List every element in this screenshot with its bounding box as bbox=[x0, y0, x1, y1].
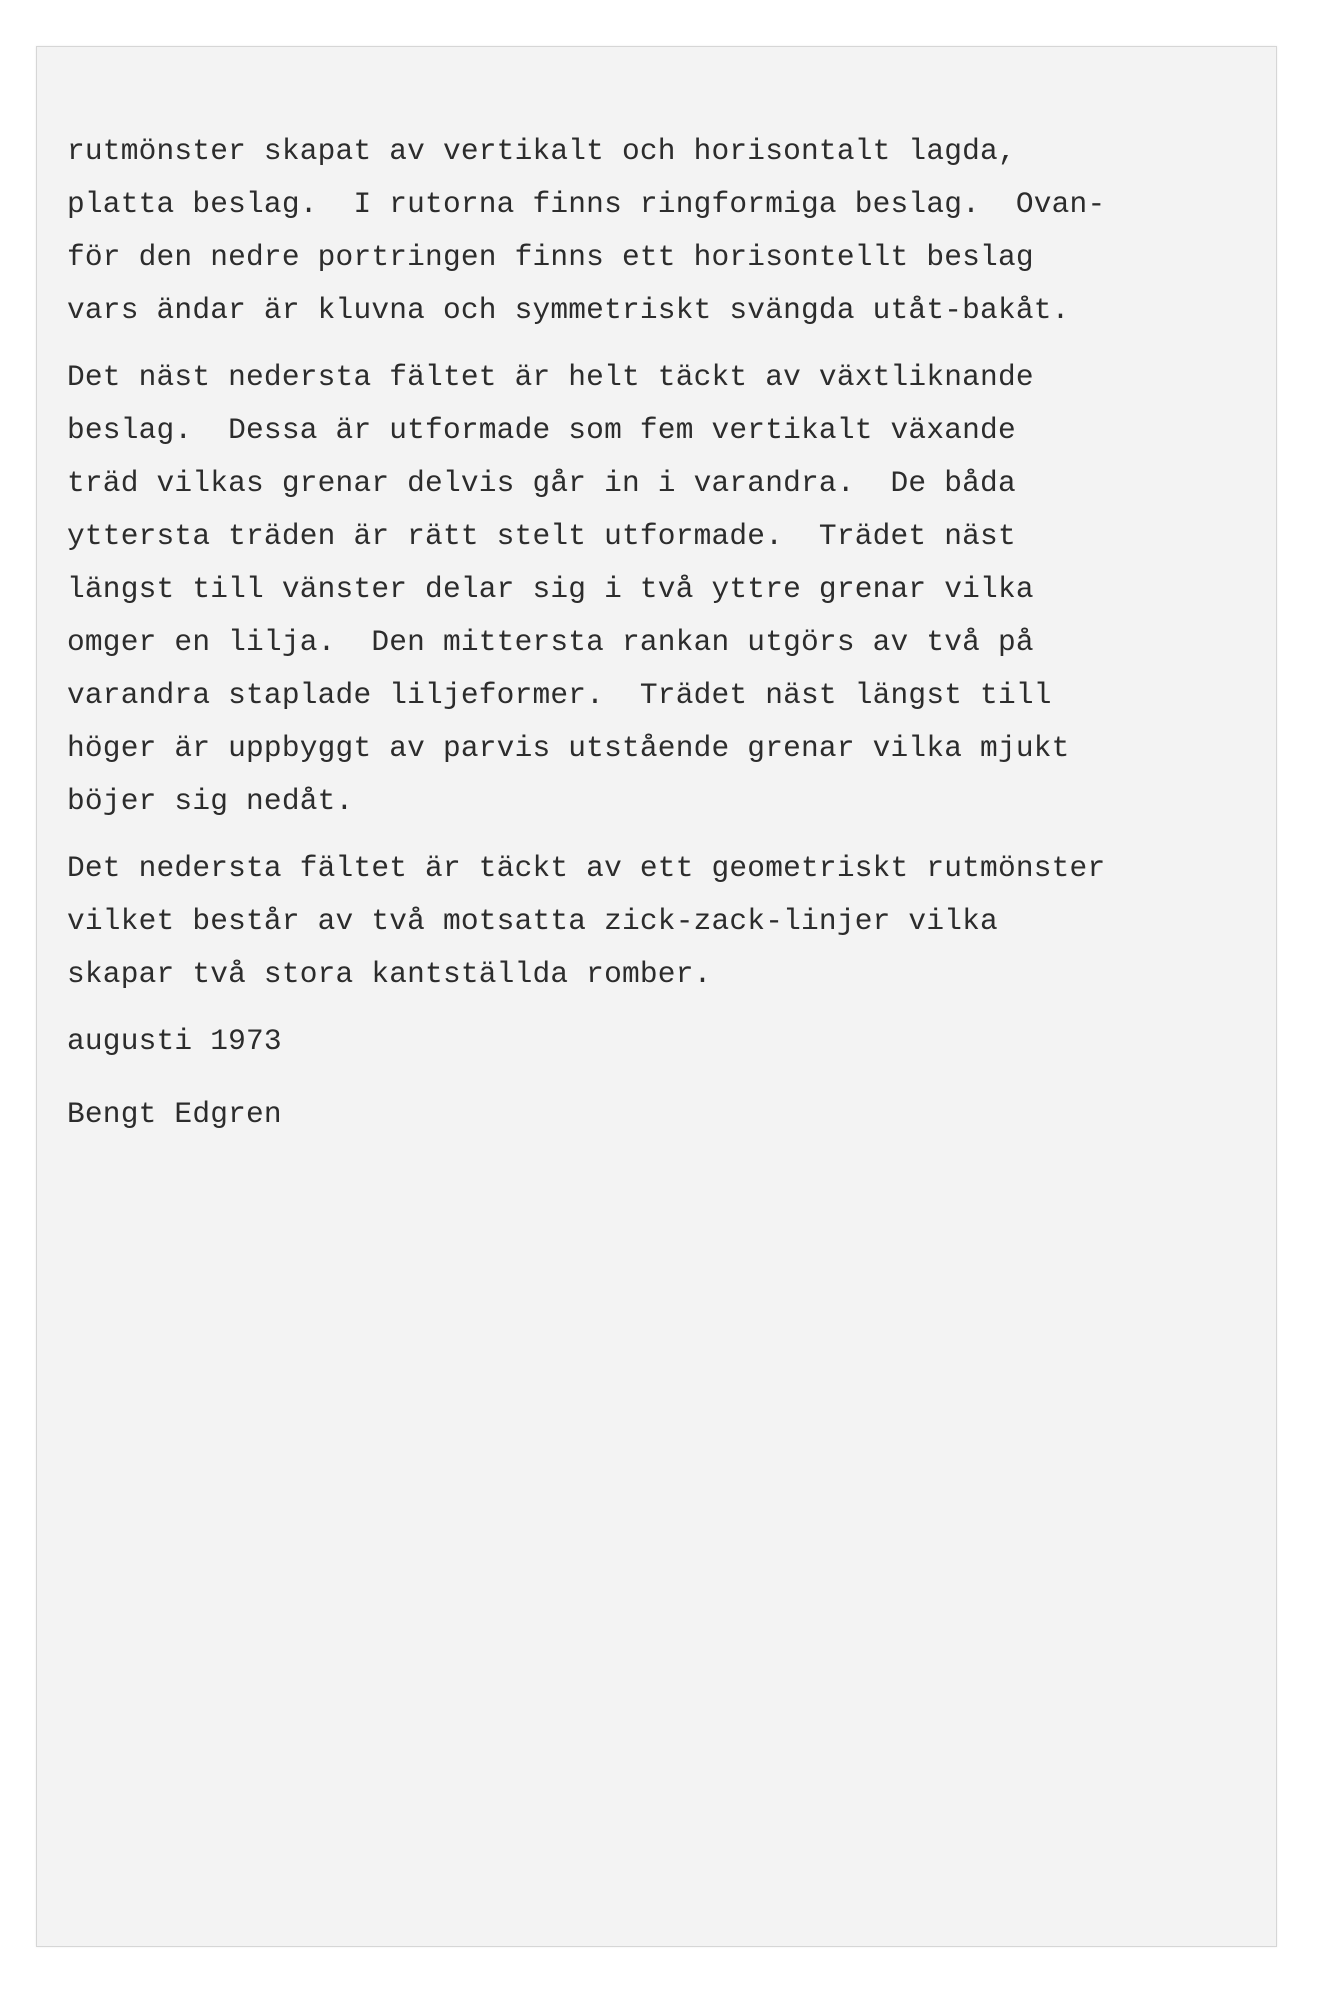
text-line: skapar två stora kantställda romber. bbox=[67, 957, 712, 991]
paragraph-1 bbox=[67, 125, 1267, 337]
text-line: omger en lilja. Den mittersta rankan utgörs av två på bbox=[67, 625, 1034, 659]
text-line: vilket består av två motsatta zick-zack-linjer vilka bbox=[67, 904, 998, 938]
document-page bbox=[36, 46, 1277, 1947]
text-line: böjer sig nedåt. bbox=[67, 784, 354, 818]
signature-block bbox=[67, 1015, 1267, 1141]
text-line: platta beslag. I rutorna finns ringformiga beslag. Ovan- bbox=[67, 187, 1106, 221]
document-author: Bengt Edgren bbox=[67, 1097, 282, 1131]
text-line: rutmönster skapat av vertikalt och horisontalt lagda, bbox=[67, 134, 1016, 168]
text-line: vars ändar är kluvna och symmetriskt svängda utåt-bakåt. bbox=[67, 293, 1070, 327]
paragraph-3 bbox=[67, 842, 1267, 1001]
text-line: beslag. Dessa är utformade som fem vertikalt växande bbox=[67, 413, 1016, 447]
text-line: Det nedersta fältet är täckt av ett geometriskt rutmönster bbox=[67, 851, 1106, 885]
text-line: träd vilkas grenar delvis går in i varandra. De båda bbox=[67, 466, 1016, 500]
document-body bbox=[67, 125, 1267, 1161]
paragraph-2 bbox=[67, 351, 1267, 828]
text-line: höger är uppbyggt av parvis utstående grenar vilka mjukt bbox=[67, 731, 1070, 765]
text-line: för den nedre portringen finns ett horisontellt beslag bbox=[67, 240, 1034, 274]
text-line: Det näst nedersta fältet är helt täckt av växtliknande bbox=[67, 360, 1034, 394]
document-date: augusti 1973 bbox=[67, 1024, 282, 1058]
text-line: yttersta träden är rätt stelt utformade. Trädet näst bbox=[67, 519, 1016, 553]
text-line: längst till vänster delar sig i två yttre grenar vilka bbox=[67, 572, 1034, 606]
text-line: varandra staplade liljeformer. Trädet näst längst till bbox=[67, 678, 1052, 712]
